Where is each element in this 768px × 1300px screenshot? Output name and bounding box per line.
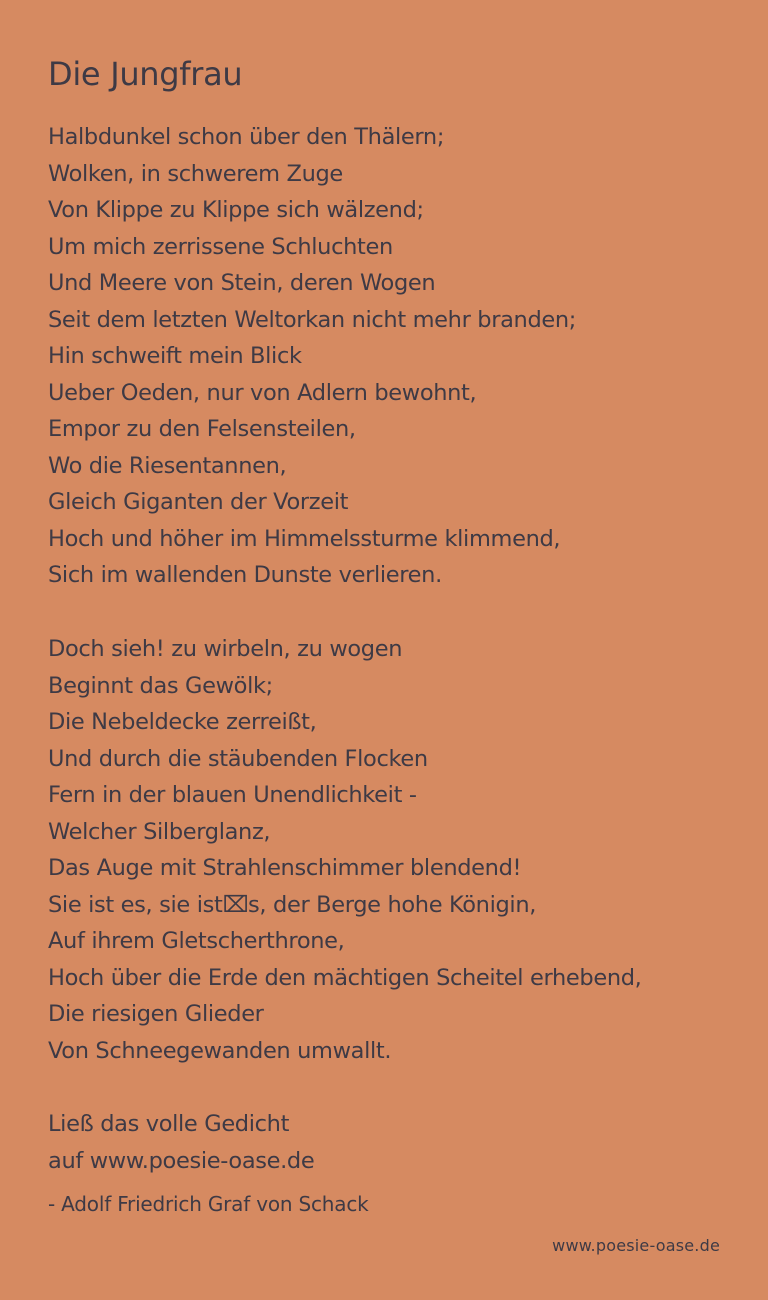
poem-line: Hoch über die Erde den mächtigen Scheitel erhebend, <box>48 964 642 991</box>
poem-line: Ueber Oeden, nur von Adlern bewohnt, <box>48 379 477 406</box>
poem-line: Halbdunkel schon über den Thälern; <box>48 124 445 150</box>
poem-author: - Adolf Friedrich Graf von Schack <box>48 1192 369 1216</box>
poem-line: Sich im wallenden Dunste verlieren. <box>48 562 442 588</box>
poem-line: Auf ihrem Gletscherthrone, <box>48 928 345 954</box>
poem-line: Die riesigen Glieder <box>48 1001 264 1027</box>
poem-line: Um mich zerrissene Schluchten <box>48 233 393 260</box>
full-poem-notice <box>48 1106 314 1179</box>
poem-line: Hin schweift mein Blick <box>48 343 302 369</box>
poem-line: Seit dem letzten Weltorkan nicht mehr branden; <box>48 306 577 333</box>
footer-site-url: www.poesie-oase.de <box>552 1236 720 1255</box>
poem-line: Wo die Riesentannen, <box>48 452 287 479</box>
poem-line: Sie ist es, sie ist⌧s, der Berge hohe Königin, <box>48 891 537 918</box>
poem-line: Und durch die stäubenden Flocken <box>48 745 428 772</box>
poem-line: Das Auge mit Strahlenschimmer blendend! <box>48 855 522 881</box>
poem-line: Von Klippe zu Klippe sich wälzend; <box>48 197 424 223</box>
poem-line: Empor zu den Felsensteilen, <box>48 416 356 442</box>
poem-line: Wolken, in schwerem Zuge <box>48 160 343 187</box>
poem-line: Hoch und höher im Himmelssturme klimmend, <box>48 525 561 552</box>
poem-line: Beginnt das Gewölk; <box>48 672 273 699</box>
poem-line: Von Schneegewanden umwallt. <box>48 1037 392 1064</box>
stanza-2 <box>48 631 641 1069</box>
poem-title: Die Jungfrau <box>48 55 243 93</box>
poem-line: Gleich Giganten der Vorzeit <box>48 489 349 515</box>
poem-line: Und Meere von Stein, deren Wogen <box>48 270 436 296</box>
poem-line: Doch sieh! zu wirbeln, zu wogen <box>48 636 403 662</box>
poem-line: Welcher Silberglanz, <box>48 818 271 845</box>
poem-line: Fern in der blauen Unendlichkeit - <box>48 782 417 808</box>
cta-line: auf www.poesie-oase.de <box>48 1147 315 1174</box>
poem-line: Die Nebeldecke zerreißt, <box>48 709 317 735</box>
cta-line: Ließ das volle Gedicht <box>48 1111 290 1137</box>
stanza-1 <box>48 119 576 594</box>
